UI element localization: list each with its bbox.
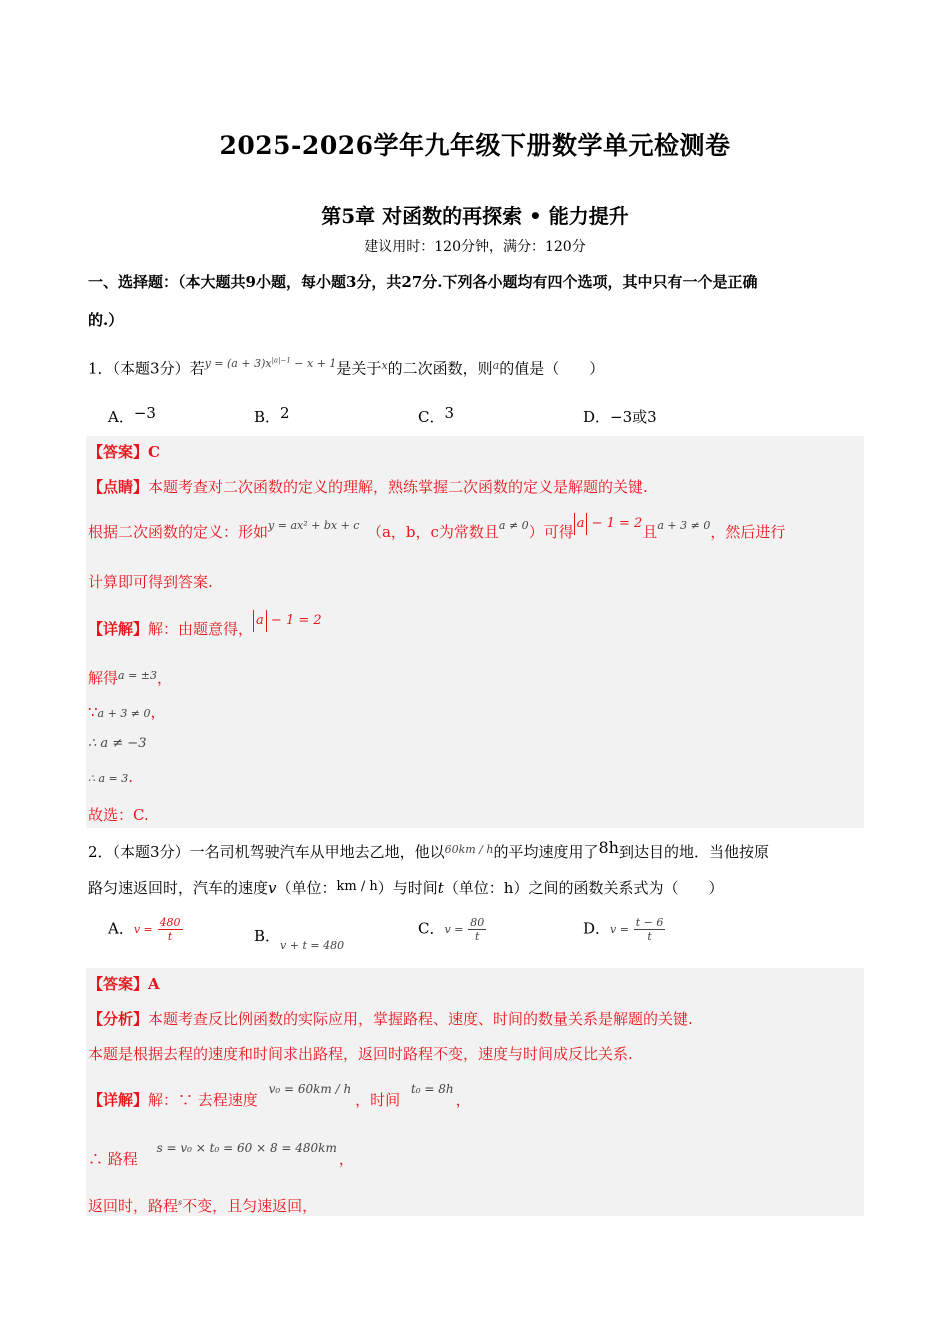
q2-return: 返回时，路程$^s$不变，且匀速返回， bbox=[88, 1197, 318, 1215]
q1-option-c: C．3 bbox=[418, 404, 455, 426]
q1-option-d: D．−3或3 bbox=[583, 408, 657, 426]
section-heading: 一、选择题：（本大题共9小题，每小题3分，共27分.下列各小题均有四个选项，其中只有一个是正确 bbox=[88, 273, 758, 291]
q1-step-4: ∴ a = 3. bbox=[88, 768, 134, 786]
q2-detail: 【详解】解：∵ 去程速度 $^{v_0 = 60km / h}$，时间 $^{t_0 = 8h}$， bbox=[88, 1082, 471, 1109]
q1-step-1: 解得$^{a = \pm 3}$， bbox=[88, 669, 173, 687]
q1-definition: 根据二次函数的定义：形如$^{y = ax^2 + bx + c}$ （a，b，c为常数且$^{a \ne 0}$）可得 a − 1 = 2且$^{a + 3 \ne 0}$，然后进行 bbox=[88, 521, 785, 545]
q1-step-3: ∴ a ≠ −3 bbox=[88, 736, 147, 751]
q1-formula: y = (a + 3)x|a|−1 − x + 1 bbox=[204, 356, 337, 370]
section-heading-cont: 的.） bbox=[88, 311, 124, 329]
q1-step-2: ∵a + 3 ≠ 0， bbox=[88, 703, 166, 721]
exam-meta: 建议用时：120分钟，满分：120分 bbox=[364, 239, 586, 255]
question-2: 2．（本题3分）一名司机驾驶汽车从甲地去乙地，他以$^{60km / h}$的平均速度用了8h到达目的地．当他按原 bbox=[88, 838, 769, 861]
q2-option-b: B．$_{v + t = 480}$ bbox=[254, 927, 345, 952]
question-2-cont: 路匀速返回时，汽车的速度v（单位：km / h）与时间t（单位：h）之间的函数关系式为（ ） bbox=[88, 879, 724, 897]
question-1: 1．（本题3分）若$^{y = (a + 3)x^{|a|-1} - x + 1}$是关于$^x$的二次函数，则$^a$的值是（ ） bbox=[88, 356, 605, 378]
q1-option-b: B．2 bbox=[254, 404, 290, 426]
q1-detail: 【详解】解：由题意得， a − 1 = 2 bbox=[88, 618, 322, 642]
q2-analysis: 【分析】本题考查反比例函数的实际应用，掌握路程、速度、时间的数量关系是解题的关键. bbox=[88, 1010, 693, 1028]
q2-answer: 【答案】A bbox=[88, 975, 160, 993]
q1-comment: 【点睛】本题考查对二次函数的定义的理解，熟练掌握二次函数的定义是解题的关键. bbox=[88, 478, 648, 496]
q1-answer: 【答案】C bbox=[88, 443, 160, 461]
page-title: 2025-2026学年九年级下册数学单元检测卷 bbox=[219, 131, 731, 160]
q2-option-c: C．v = $\frac{80}{t}$ bbox=[418, 916, 485, 943]
q1-option-a: A．−3 bbox=[108, 404, 156, 426]
q2-option-a: A．v = $\frac{480}{t}$ bbox=[108, 916, 181, 943]
q2-option-d: D．v = $\frac{t - 6}{t}$ bbox=[583, 916, 664, 943]
chapter-subtitle: 第5章 对函数的再探索 • 能力提升 bbox=[321, 204, 629, 228]
q2-analysis-cont: 本题是根据去程的速度和时间求出路程，返回时路程不变，速度与时间成反比关系. bbox=[88, 1045, 633, 1063]
q2-distance: ∴ 路程 $^{s = v_0 \times t_0 = 60 \times 8 = 480km}$， bbox=[88, 1141, 354, 1168]
q1-choose: 故选：C. bbox=[88, 806, 149, 824]
q1-definition-cont: 计算即可得到答案. bbox=[88, 573, 213, 591]
q1-prefix: 1．（本题3分）若 bbox=[88, 359, 205, 378]
